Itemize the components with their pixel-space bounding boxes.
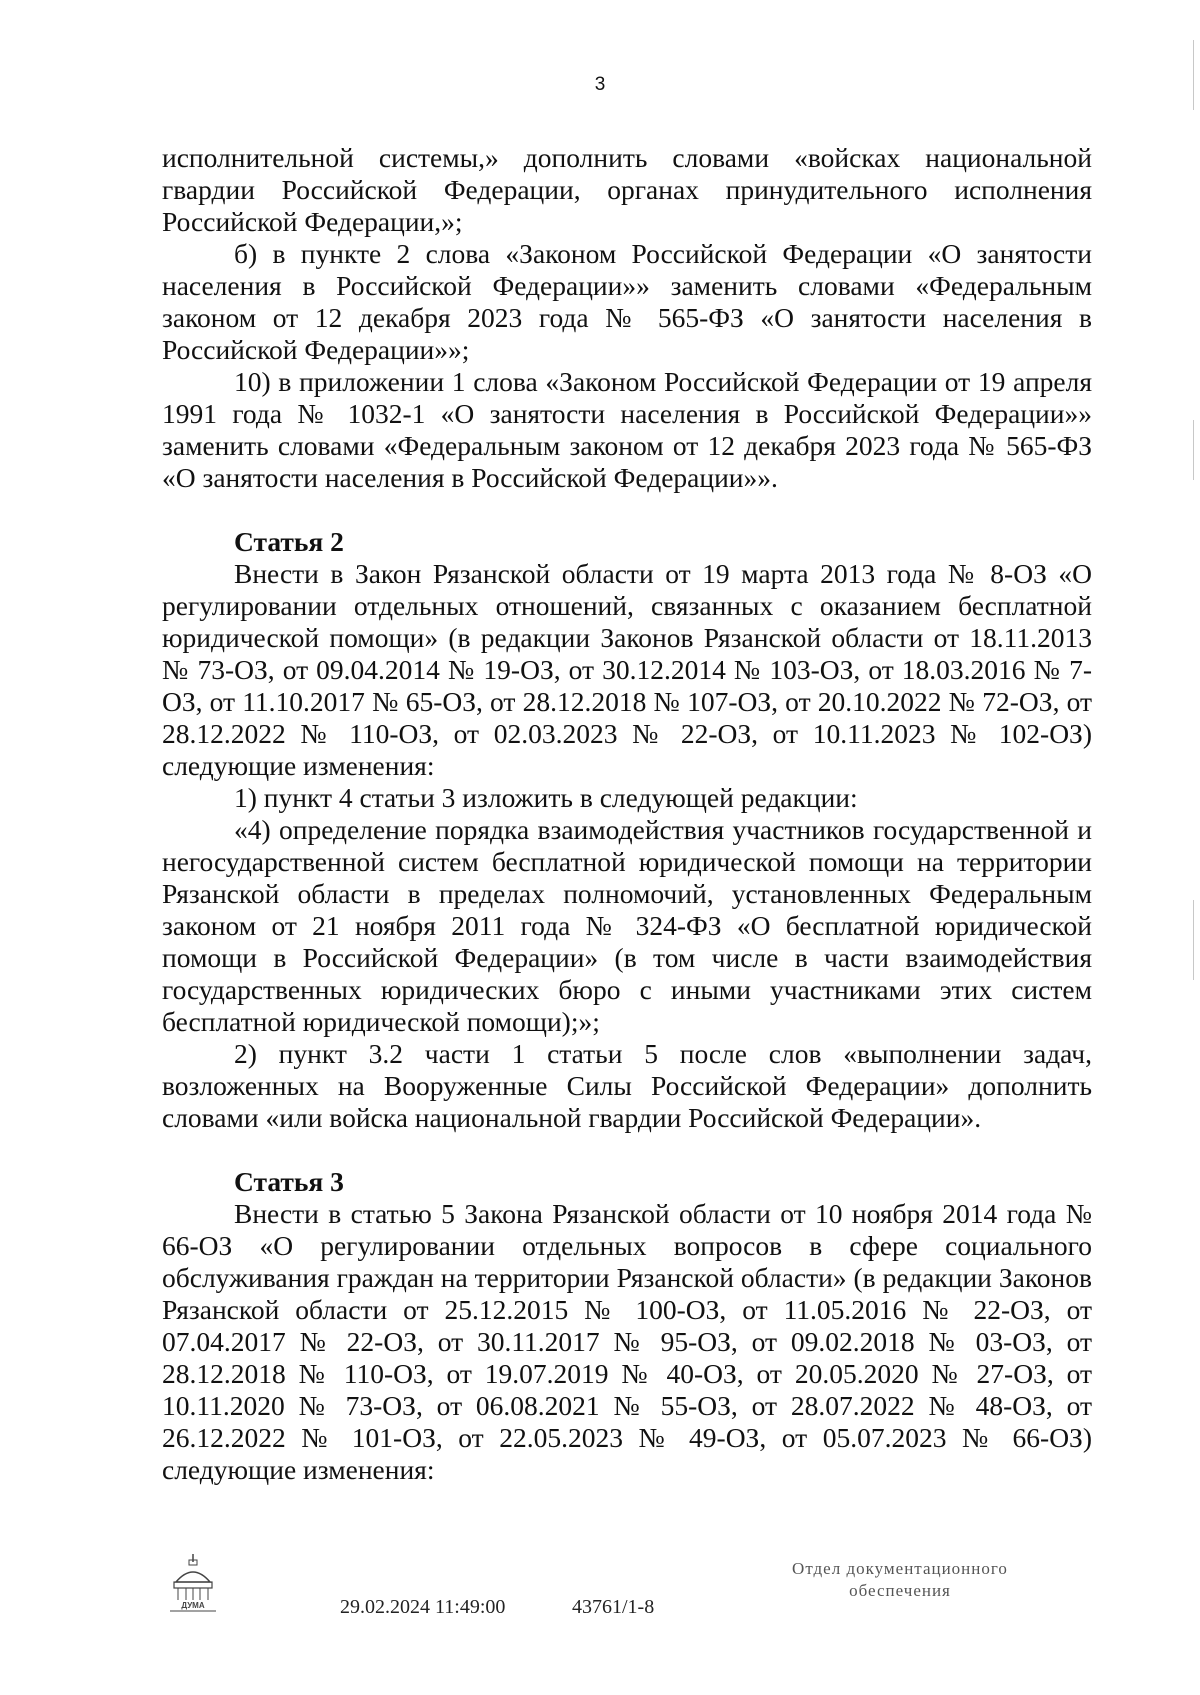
page-footer [0,1540,1200,1650]
duma-logo-icon [166,1552,220,1612]
page-number: 3 [594,74,606,95]
paragraph-gap [162,1134,1092,1166]
article-heading: Статья 2 [234,526,344,557]
paragraph-gap [162,494,1092,526]
registration-number: 43761/1-8 [572,1596,655,1618]
paragraph: Внести в статью 5 Закона Рязанской области от 10 ноября 2014 года № 66-ОЗ «О регулировании отдельных вопросов в сфере социального обслуживания граждан на территории Рязанской области» (в редакции Законов Рязанской области от 25.12.2015 № 100-ОЗ, от 11.05.2016 № 22-ОЗ, от 07.04.2017 № 22-ОЗ, от 30.11.2017 № 95-ОЗ, от 09.02.2018 № 03-ОЗ, от 28.12.2018 № 110-ОЗ, от 19.07.2019 № 40-ОЗ, от 20.05.2020 № 27-ОЗ, от 10.11.2020 № 73-ОЗ, от 06.08.2021 № 55-ОЗ, от 28.07.2022 № 48-ОЗ, от 26.12.2022 № 101-ОЗ, от 22.05.2023 № 49-ОЗ, от 05.07.2023 № 66-ОЗ) следующие изменения: [162,1198,1092,1485]
scan-margin-mark [1193,900,1194,980]
paragraph: исполнительной системы,» дополнить словами «войсках национальной гвардии Российской Федерации, органах принудительного исполнения Российской Федерации,»; [162,142,1092,237]
paragraph: 1) пункт 4 статьи 3 изложить в следующей редакции: [234,782,858,813]
paragraph: 2) пункт 3.2 части 1 статьи 5 после слов «выполнении задач, возложенных на Вооруженные Силы Российской Федерации» дополнить словами «или войска национальной гвардии Российской Федерации». [162,1038,1092,1133]
article-heading: Статья 3 [234,1166,344,1197]
scan-margin-mark [1193,40,1194,110]
department-line-1: Отдел документационного [792,1559,1008,1578]
paragraph: 10) в приложении 1 слова «Законом Российской Федерации от 19 апреля 1991 года № 1032-1 «О занятости населения в Российской Федерации»» заменить словами «Федеральным законом от 12 декабря 2023 года № 565-ФЗ «О занятости населения в Российской Федерации»». [162,366,1092,493]
registration-timestamp: 29.02.2024 11:49:00 [340,1596,506,1618]
svg-text:ДУМА: ДУМА [181,1601,205,1610]
document-body [162,142,1092,1486]
scan-margin-mark [1193,420,1194,480]
paragraph: б) в пункте 2 слова «Законом Российской Федерации «О занятости населения в Российской Федерации»» заменить словами «Федеральным законом от 12 декабря 2023 года № 565-ФЗ «О занятости населения в Российской Федерации»»; [162,238,1092,365]
department-line-2: обеспечения [849,1581,951,1600]
paragraph: «4) определение порядка взаимодействия участников государственной и негосударственной систем бесплатной юридической помощи на территории Рязанской области в пределах полномочий, установленных Федеральным законом от 21 ноября 2011 года № 324-ФЗ «О бесплатной юридической помощи в Российской Федерации» (в том числе в части взаимодействия государственных юридических бюро с иными участниками этих систем бесплатной юридической помощи);»; [162,814,1092,1037]
department-stamp [750,1558,1050,1602]
paragraph: Внести в Закон Рязанской области от 19 марта 2013 года № 8-ОЗ «О регулировании отдельных отношений, связанных с оказанием бесплатной юридической помощи» (в редакции Законов Рязанской области от 18.11.2013 № 73-ОЗ, от 09.04.2014 № 19-ОЗ, от 30.12.2014 № 103-ОЗ, от 18.03.2016 № 7-ОЗ, от 11.10.2017 № 65-ОЗ, от 28.12.2018 № 107-ОЗ, от 20.10.2022 № 72-ОЗ, от 28.12.2022 № 110-ОЗ, от 02.03.2023 № 22-ОЗ, от 10.11.2023 № 102-ОЗ) следующие изменения: [162,558,1092,781]
